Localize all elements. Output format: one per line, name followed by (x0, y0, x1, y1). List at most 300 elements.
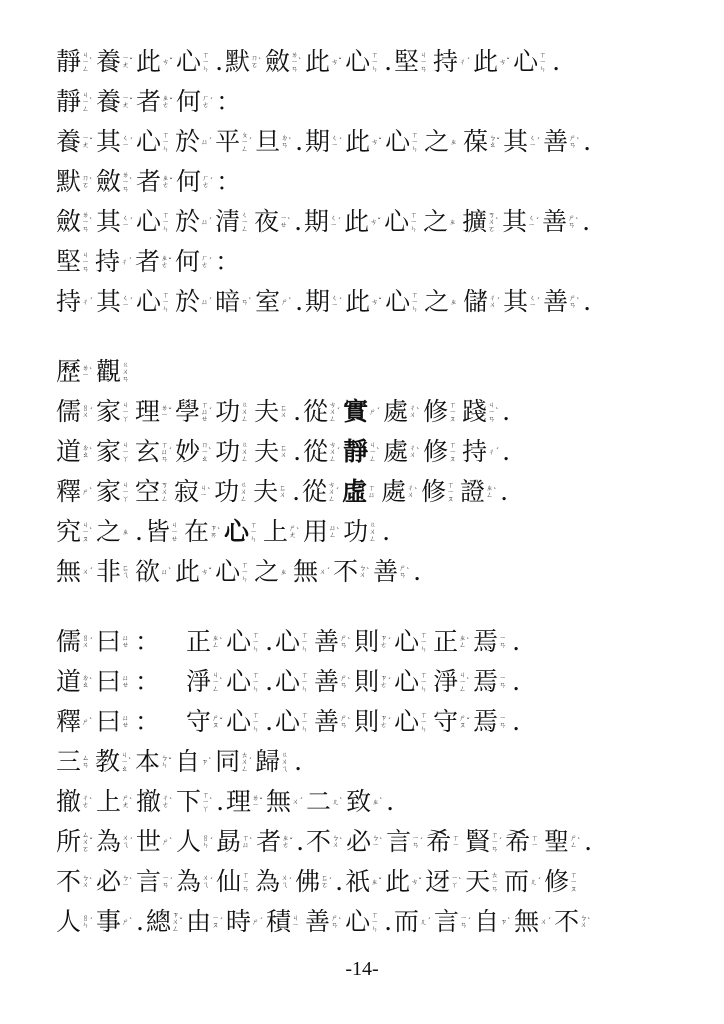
zhuyin-annotation: ㄈ ㄨ (280, 444, 288, 459)
zhuyin-annotation: ㄐ ㄧ ㄝ (171, 520, 178, 543)
zhuyin-annotation: ㄓ (122, 527, 130, 536)
zhuyin-annotation: ㄉ ㄠ ˋ (82, 444, 94, 459)
hanzi: 夜 (254, 207, 280, 236)
hanzi: 心 (136, 287, 162, 316)
zhuyin-annotation: ㄗ ㄨ ㄥ ˇ (172, 910, 183, 933)
zhuyin-annotation: ㄅ ㄧ ˋ (372, 834, 384, 849)
zhuyin-annotation: ㄇ ㄧ ㄠ ˋ (201, 440, 213, 463)
hanzi: 心 (275, 667, 301, 696)
zhuyin-annotation: ㄧ ㄢ (499, 634, 507, 649)
annotated-character (96, 708, 132, 736)
annotated-character (263, 518, 300, 546)
hanzi: 養 (96, 87, 122, 116)
zhuyin-annotation: ㄒ ㄧ ㄣ (162, 210, 170, 233)
punctuation: . (552, 47, 561, 76)
annotated-character (385, 128, 421, 156)
annotated-character (381, 478, 418, 506)
punctuation: . (216, 787, 225, 816)
punctuation: . (295, 127, 304, 156)
hanzi: 心 (345, 47, 371, 76)
annotated-character (56, 248, 92, 276)
text-line (56, 82, 676, 122)
hanzi: 言 (434, 907, 460, 936)
hanzi: 何 (175, 247, 201, 276)
annotated-character (135, 558, 172, 586)
punctuation: . (295, 287, 304, 316)
punctuation: . (293, 437, 302, 466)
hanzi: 靜 (343, 437, 369, 466)
zhuyin-annotation: ㄒ ㄧ ㄣ (420, 710, 428, 733)
zhuyin-annotation: ㄅ ㄣ ˇ (161, 754, 173, 769)
annotated-character (306, 828, 343, 856)
annotated-character (333, 558, 370, 586)
punctuation: . (583, 287, 592, 316)
hanzi: 同 (215, 747, 241, 776)
annotated-character (255, 128, 292, 156)
hanzi: 持 (56, 287, 82, 316)
text-line (56, 662, 676, 702)
zhuyin-annotation: ㄢ ˋ (241, 297, 253, 306)
hanzi: 修 (423, 397, 449, 426)
annotated-character (96, 358, 132, 386)
hanzi: 清 (215, 207, 241, 236)
hanzi: 必 (96, 867, 122, 896)
zhuyin-annotation: ㄒ ㄧ ㄢ ˊ (491, 830, 503, 853)
annotated-character (186, 628, 223, 656)
annotated-character (345, 48, 381, 76)
hanzi: 撤 (136, 787, 162, 816)
hanzi: 家 (96, 477, 122, 506)
zhuyin-annotation: ㄓ ㄜ ˇ (161, 254, 173, 269)
hanzi: 功 (215, 397, 241, 426)
zhuyin-annotation: ㄘ ˇ (371, 137, 383, 146)
zhuyin-annotation: ㄩ ㄥ ˋ (329, 524, 341, 539)
zhuyin-annotation: ㄘ ˇ (370, 217, 382, 226)
zhuyin-annotation: ㄒ ㄧ ㄣ (162, 290, 170, 313)
hanzi: 道 (56, 667, 82, 696)
hanzi: 實 (343, 397, 369, 426)
hanzi: 玄 (135, 437, 161, 466)
zhuyin-annotation: ㄕ ㄤ ˋ (289, 524, 301, 539)
annotated-character (514, 908, 551, 936)
zhuyin-annotation: ㄅ ㄨ ˋ (82, 874, 94, 889)
hanzi: 而 (394, 907, 420, 936)
annotated-character (56, 288, 93, 316)
annotated-character (306, 788, 343, 816)
hanzi: 善 (373, 557, 399, 586)
annotated-character (175, 248, 212, 276)
zhuyin-annotation: ㄐ ㄧ ㄥ ˋ (459, 670, 471, 693)
annotated-character (174, 478, 211, 506)
annotated-character (460, 478, 497, 506)
hanzi: 三 (56, 747, 82, 776)
annotated-character (56, 478, 93, 506)
hanzi: 其 (96, 287, 122, 316)
punctuation: ： (216, 167, 242, 196)
hanzi: 家 (96, 437, 122, 466)
annotated-character (513, 48, 549, 76)
hanzi: 心 (275, 707, 301, 736)
zhuyin-annotation: ㄐ ㄧ ㄚ (122, 440, 130, 463)
zhuyin-annotation: ㄐ ㄧ ㄠ ˋ (121, 750, 133, 773)
hanzi: 修 (544, 867, 570, 896)
zhuyin-annotation: ㄒ ㄧ ㄡ (570, 870, 578, 893)
annotated-character (462, 438, 499, 466)
annotated-character (474, 908, 511, 936)
hanzi: 言 (386, 827, 412, 856)
text-line (56, 472, 676, 512)
annotated-character (255, 288, 292, 316)
text-line (56, 392, 676, 432)
punctuation: . (136, 907, 144, 936)
hanzi: 無 (56, 557, 82, 586)
zhuyin-annotation: ㄒ ㄧ ㄣ (371, 50, 379, 73)
zhuyin-annotation: ㄎ ㄨ ㄥ (161, 480, 169, 503)
zhuyin-annotation: ㄒ ㄧ ㄣ (301, 670, 309, 693)
text-line (56, 512, 676, 552)
annotated-character (394, 48, 430, 76)
hanzi: 處 (383, 397, 409, 426)
hanzi: 善 (543, 287, 569, 316)
annotated-character (465, 868, 501, 896)
punctuation: . (582, 207, 591, 236)
zhuyin-annotation: ㄧ ㄡ ˊ (212, 914, 224, 929)
hanzi: 上 (96, 787, 122, 816)
punctuation: . (135, 517, 143, 546)
text-line (56, 432, 676, 472)
hanzi: 期 (304, 207, 330, 236)
punctuation: ： (215, 247, 241, 276)
hanzi: 靜 (56, 87, 82, 116)
annotated-character (354, 708, 391, 736)
annotated-character (462, 398, 499, 426)
zhuyin-annotation: ㄨ ㄟ ˊ (202, 874, 214, 889)
hanzi: 儒 (56, 627, 82, 656)
punctuation: . (292, 477, 301, 506)
zhuyin-annotation: ㄕ ㄤ ˋ (122, 794, 134, 809)
annotated-character (176, 788, 213, 816)
hanzi: 善 (314, 627, 340, 656)
hanzi: 者 (256, 827, 282, 856)
annotated-character (254, 208, 291, 236)
zhuyin-annotation: ㄘ ˇ (201, 567, 213, 576)
hanzi: 致 (346, 787, 372, 816)
zhuyin-annotation: ㄒ ㄧ ㄣ (539, 50, 547, 73)
zhuyin-annotation: ㄕ ㄢ ˋ (569, 134, 581, 149)
zhuyin-annotation: ㄒ ㄧ ㄣ (411, 130, 419, 153)
zhuyin-annotation: ㄕ ˋ (122, 917, 134, 926)
hanzi: 不 (333, 557, 359, 586)
annotated-character (473, 628, 509, 656)
zhuyin-annotation: ㄘ ㄨ ㄥ ˊ (329, 400, 341, 423)
zhuyin-annotation: ㄩ ㄝ (122, 674, 130, 689)
zhuyin-annotation: ㄒ ㄧ ㄣ (162, 130, 170, 153)
annotated-character (303, 518, 340, 546)
annotated-character (343, 518, 379, 546)
annotated-character (344, 208, 381, 236)
annotated-character (56, 438, 93, 466)
zhuyin-annotation: ㄔ ㄜ ˋ (82, 794, 94, 809)
punctuation: . (512, 707, 521, 736)
zhuyin-annotation: ㄌ ㄧ ㄢ ˋ (122, 170, 134, 193)
annotated-character (96, 208, 133, 236)
zhuyin-annotation: ㄕ ㄢ ˋ (340, 714, 352, 729)
annotated-character (293, 558, 330, 586)
zhuyin-annotation: ㄨ ˊ (82, 567, 94, 576)
punctuation: . (265, 707, 274, 736)
zhuyin-annotation: ㄍ ㄨ ㄥ (241, 400, 249, 423)
punctuation: . (502, 437, 511, 466)
text-line (56, 702, 676, 742)
annotated-character (216, 868, 252, 896)
annotated-character (543, 288, 580, 316)
text-line (56, 352, 676, 392)
zhuyin-annotation: ㄏ ㄜ ˊ (202, 94, 214, 109)
hanzi: 此 (473, 47, 499, 76)
annotated-character (542, 208, 579, 236)
annotated-character (463, 128, 500, 156)
annotated-character (215, 128, 252, 156)
zhuyin-annotation: ㄑ ㄧ ˊ (122, 214, 134, 229)
annotated-character (303, 438, 340, 466)
annotated-character (254, 438, 290, 466)
hanzi: 理 (226, 787, 252, 816)
annotated-character (473, 668, 509, 696)
zhuyin-annotation: ㄐ ㄧ (292, 914, 300, 929)
text-line (56, 202, 676, 242)
hanzi: 則 (354, 627, 380, 656)
zhuyin-annotation: ㄔ ˊ (82, 297, 94, 306)
annotated-character (146, 908, 183, 936)
annotated-character (175, 208, 212, 236)
annotated-character (433, 668, 470, 696)
text-line (56, 782, 676, 822)
zhuyin-annotation: ㄍ ㄨ ㄟ (281, 750, 289, 773)
hanzi: 儒 (56, 397, 82, 426)
zhuyin-annotation: ㄙ ㄢ (82, 754, 90, 769)
hanzi: 妙 (175, 437, 201, 466)
zhuyin-annotation: ㄍ ㄨ ㄥ (241, 440, 249, 463)
hanzi: 此 (345, 287, 371, 316)
punctuation: ： (135, 707, 161, 736)
annotated-character (314, 668, 351, 696)
hanzi: 其 (502, 207, 528, 236)
zhuyin-annotation: ㄘ ˇ (371, 297, 383, 306)
zhuyin-annotation: ㄎ ㄨ ㄛ ˋ (488, 210, 500, 233)
annotated-character (544, 868, 580, 896)
hanzi: 為 (176, 867, 202, 896)
zhuyin-annotation: ㄗ ㄞ ˋ (210, 524, 222, 539)
text-line (56, 862, 676, 902)
punctuation: . (384, 907, 393, 936)
hanzi: 歸 (255, 747, 281, 776)
annotated-character (176, 88, 213, 116)
annotated-character (96, 288, 133, 316)
hanzi: 寂 (174, 477, 200, 506)
hanzi: 理 (135, 397, 161, 426)
annotated-character (96, 88, 133, 116)
annotated-character (305, 908, 342, 936)
hanzi: 佛 (295, 867, 321, 896)
zhuyin-annotation: ㄑ ㄧ ˊ (529, 294, 541, 309)
hanzi: 聖 (544, 827, 570, 856)
hanzi: 心 (226, 707, 252, 736)
hanzi: 而 (504, 867, 530, 896)
zhuyin-annotation: ㄔ ˊ (121, 257, 133, 266)
zhuyin-annotation: ㄓ (449, 217, 457, 226)
zhuyin-annotation: ㄌ ㄧ ㄢ ˋ (82, 210, 94, 233)
zhuyin-annotation: ㄐ ㄧ ㄥ ˋ (369, 440, 381, 463)
annotated-character (135, 438, 172, 466)
zhuyin-annotation: ㄐ ㄧ ㄢ (420, 50, 428, 73)
annotated-character (56, 708, 93, 736)
annotated-character (96, 438, 132, 466)
zhuyin-annotation: ㄩ ˊ (201, 217, 213, 226)
text-line (56, 902, 676, 942)
annotated-character (345, 908, 381, 936)
zhuyin-annotation: ㄨ ˊ (319, 567, 331, 576)
document-body (56, 42, 676, 942)
text-line (56, 622, 676, 662)
zhuyin-annotation: ㄐ ㄧ ㄥ ˋ (82, 50, 94, 73)
annotated-character (56, 168, 93, 196)
zhuyin-annotation: ㄒ ㄩ ˋ (242, 834, 254, 849)
annotated-character (135, 478, 171, 506)
zhuyin-annotation: ㄓ ˋ (372, 797, 384, 806)
zhuyin-annotation: ㄦ ˊ (530, 877, 542, 886)
zhuyin-annotation: ㄓ ㄜ ˇ (162, 94, 174, 109)
annotated-character (176, 168, 213, 196)
zhuyin-annotation: ㄘ ˇ (162, 57, 174, 66)
zhuyin-annotation: ㄑ ㄧ ㄥ (241, 210, 249, 233)
annotated-character (254, 398, 290, 426)
zhuyin-annotation: ㄒ ㄧ ㄡ (449, 440, 457, 463)
hanzi: 事 (96, 907, 122, 936)
hanzi: 心 (226, 627, 252, 656)
zhuyin-annotation: ㄑ ㄧ ˊ (529, 134, 541, 149)
punctuation: . (294, 207, 303, 236)
punctuation: . (296, 827, 305, 856)
annotated-character (226, 628, 262, 656)
zhuyin-annotation: ㄧ ㄢ ˊ (412, 834, 424, 849)
zhuyin-annotation: ㄧ ㄢ (499, 674, 507, 689)
zhuyin-annotation: ㄍ ㄨ ㄥ (240, 480, 248, 503)
hanzi: 焉 (473, 627, 499, 656)
annotated-character (343, 438, 380, 466)
hanzi: 正 (186, 627, 212, 656)
hanzi: 於 (175, 127, 201, 156)
hanzi: 守 (186, 707, 212, 736)
annotated-character (424, 288, 460, 316)
hanzi: 仙 (216, 867, 242, 896)
hanzi: 焉 (473, 707, 499, 736)
zhuyin-annotation: ㄒ ㄧ ㄡ (449, 400, 457, 423)
hanzi: 釋 (56, 477, 82, 506)
annotated-character (136, 208, 172, 236)
zhuyin-annotation: ㄨ ˊ (540, 917, 552, 926)
annotated-character (136, 288, 172, 316)
hanzi: 不 (554, 907, 580, 936)
zhuyin-annotation: ㄔ ㄨ ˊ (489, 294, 501, 309)
punctuation: . (265, 667, 274, 696)
punctuation: . (512, 667, 521, 696)
hanzi: 之 (424, 127, 450, 156)
zhuyin-annotation: ㄈ ㄟ (122, 564, 130, 579)
hanzi: 之 (424, 287, 450, 316)
hanzi: 踐 (462, 397, 488, 426)
zhuyin-annotation: ㄕ ㄢ ˋ (340, 634, 352, 649)
annotated-character (96, 128, 133, 156)
zhuyin-annotation: ㄒ ㄧ ㄣ (250, 520, 258, 543)
punctuation: . (584, 827, 593, 856)
annotated-character (304, 208, 341, 236)
annotated-character (175, 288, 212, 316)
annotated-character (434, 908, 471, 936)
annotated-character (425, 868, 462, 896)
zhuyin-annotation: ㄌ ㄧ ˋ (82, 364, 94, 379)
annotated-character (215, 748, 252, 776)
annotated-character (96, 518, 132, 546)
annotated-character (275, 668, 311, 696)
zhuyin-annotation: ㄒ ㄧ ㄣ (252, 630, 260, 653)
zhuyin-annotation: ㄇ ㄛ ˋ (251, 54, 263, 69)
hanzi: 總 (145, 907, 171, 936)
annotated-character (214, 478, 250, 506)
zhuyin-annotation: ㄍ ㄨ ㄢ (122, 360, 130, 383)
annotated-character (135, 398, 172, 426)
zhuyin-annotation: ㄕ ˋ (82, 717, 94, 726)
annotated-character (373, 558, 410, 586)
hanzi: 曰 (96, 667, 122, 696)
hanzi: 欲 (135, 557, 161, 586)
hanzi: 於 (175, 207, 201, 236)
annotated-character (56, 88, 93, 116)
annotated-character (423, 438, 459, 466)
hanzi: 焉 (473, 667, 499, 696)
text-line (56, 242, 676, 282)
hanzi: 家 (96, 397, 122, 426)
hanzi: 勗 (216, 827, 242, 856)
zhuyin-annotation: ㄊ ㄧ ㄢ (491, 870, 499, 893)
hanzi: 從 (302, 477, 328, 506)
annotated-character (503, 288, 540, 316)
hanzi: 斂 (265, 47, 291, 76)
annotated-character (96, 868, 133, 896)
hanzi: 修 (421, 477, 447, 506)
annotated-character (136, 868, 173, 896)
hanzi: 平 (215, 127, 241, 156)
annotated-character (95, 248, 132, 276)
hanzi: 斂 (96, 167, 122, 196)
annotated-character (305, 48, 342, 76)
annotated-character (215, 438, 251, 466)
zhuyin-annotation: ㄑ ㄧ ˊ (122, 294, 134, 309)
zhuyin-annotation: ㄒ ㄧ ㄣ (202, 50, 210, 73)
annotated-character (473, 48, 510, 76)
zhuyin-annotation: ㄅ ㄠ ˇ (489, 134, 501, 149)
hanzi: 從 (303, 397, 329, 426)
hanzi: 善 (314, 707, 340, 736)
zhuyin-annotation: ㄒ ㄧ ㄢ (242, 870, 250, 893)
hanzi: 心 (176, 47, 202, 76)
zhuyin-annotation: ㄐ ㄧ ˋ (200, 484, 212, 499)
annotated-character (184, 518, 221, 546)
hanzi: 究 (56, 517, 82, 546)
zhuyin-annotation: ㄩ ˊ (201, 297, 213, 306)
zhuyin-annotation: ㄅ ㄧ ˋ (122, 874, 134, 889)
zhuyin-annotation: ㄒ ㄧ ㄣ (301, 630, 309, 653)
hanzi: 此 (345, 127, 371, 156)
